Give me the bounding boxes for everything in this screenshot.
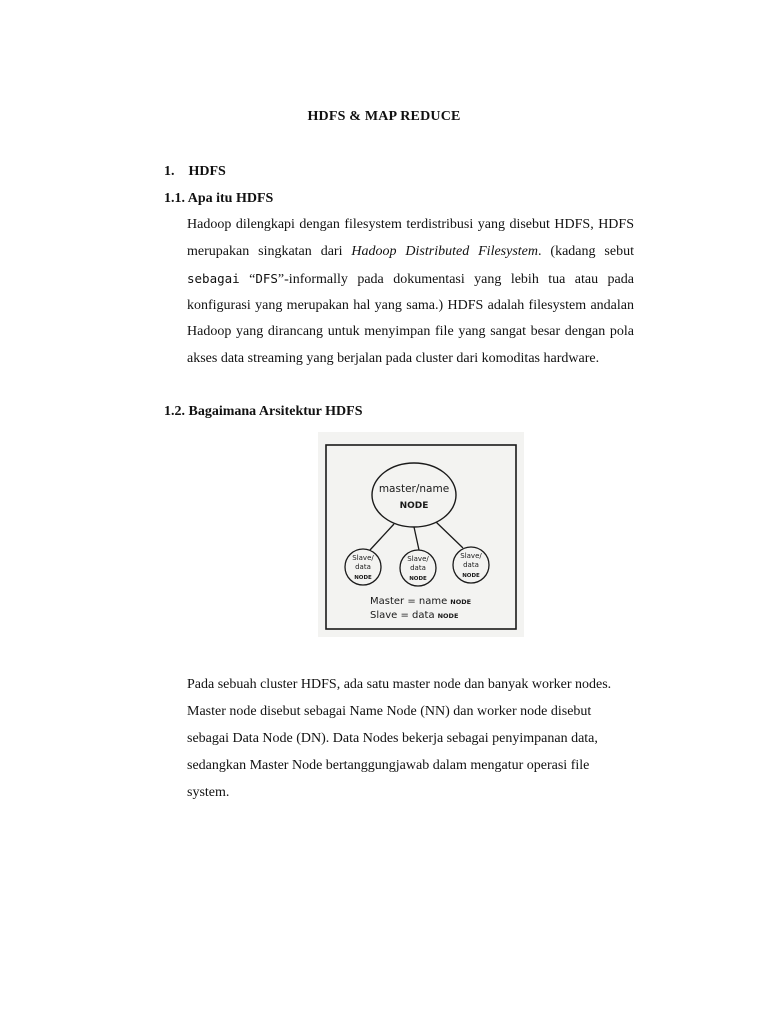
master-node-label-2: NODE <box>399 501 429 511</box>
section-1-1-heading: 1.1. Apa itu HDFS <box>164 191 274 206</box>
para-1-line-3 <box>187 271 634 288</box>
para-2-line-2: Master node disebut sebagai Name Node (NN) dan worker node disebut <box>187 704 592 719</box>
para-2-line-4: sedangkan Master Node bertanggungjawab dalam mengatur operasi file <box>187 758 590 773</box>
hdfs-architecture-sketch <box>318 432 524 637</box>
para-2-line-5: system. <box>187 785 230 800</box>
slave-2-label-1: Slave/ <box>407 555 429 563</box>
para-1-line-1: Hadoop dilengkapi dengan filesystem terdistribusi yang disebut HDFS, HDFS <box>187 217 634 232</box>
para-1-line-6: akses data streaming yang berjalan pada cluster dari komoditas hardware. <box>187 351 600 366</box>
sebagai-word: sebagai <box>187 271 240 286</box>
master-node-label-1: master/name <box>378 483 450 495</box>
legend-master-text: Master = name <box>370 596 448 607</box>
section-1-heading <box>164 164 226 180</box>
section-1-2-heading: 1.2. Bagaimana Arsitektur HDFS <box>164 404 363 419</box>
section-1-number: 1. <box>164 164 175 179</box>
slave-1-label-1: Slave/ <box>352 554 374 562</box>
legend-slave-node: NODE <box>437 612 459 620</box>
legend-slave-text: Slave = data <box>370 610 435 621</box>
para-1-line-3-tail: ”-informally pada dokumentasi yang lebih tua atau pada <box>277 272 634 287</box>
dfs-term: DFS <box>255 271 278 286</box>
hadoop-distributed-filesystem-term: Hadoop Distributed Filesystem <box>351 244 538 259</box>
para-1-line-2-tail: . (kadang sebut <box>538 244 634 259</box>
open-quote: “ <box>239 272 256 287</box>
slave-3-label-2: data <box>463 561 479 569</box>
slave-1-label-3: NODE <box>354 575 372 581</box>
para-2-line-1: Pada sebuah cluster HDFS, ada satu master node dan banyak worker nodes. <box>187 677 612 692</box>
para-1-line-2 <box>187 244 634 260</box>
document-title: HDFS & MAP REDUCE <box>307 109 461 124</box>
slave-2-label-3: NODE <box>409 576 427 582</box>
para-2-line-3: sebagai Data Node (DN). Data Nodes bekerja sebagai penyimpanan data, <box>187 731 598 746</box>
slave-2-label-2: data <box>410 564 426 572</box>
slave-1-label-2: data <box>355 563 371 571</box>
section-1-title: HDFS <box>188 164 226 179</box>
slave-3-label-3: NODE <box>462 573 480 579</box>
slave-3-label-1: Slave/ <box>460 552 482 560</box>
para-1-line-4: konfigurasi yang merupakan hal yang sama.) HDFS adalah filesystem andalan <box>187 298 634 313</box>
legend-master-node: NODE <box>450 598 472 606</box>
legend-line-1 <box>370 596 471 607</box>
hdfs-architecture-figure <box>318 432 524 637</box>
para-1-line-5: Hadoop yang dirancang untuk menyimpan file yang sangat besar dengan pola <box>187 324 634 339</box>
para-1-line-2-text: merupakan singkatan dari <box>187 244 352 259</box>
legend-line-2 <box>370 610 458 621</box>
